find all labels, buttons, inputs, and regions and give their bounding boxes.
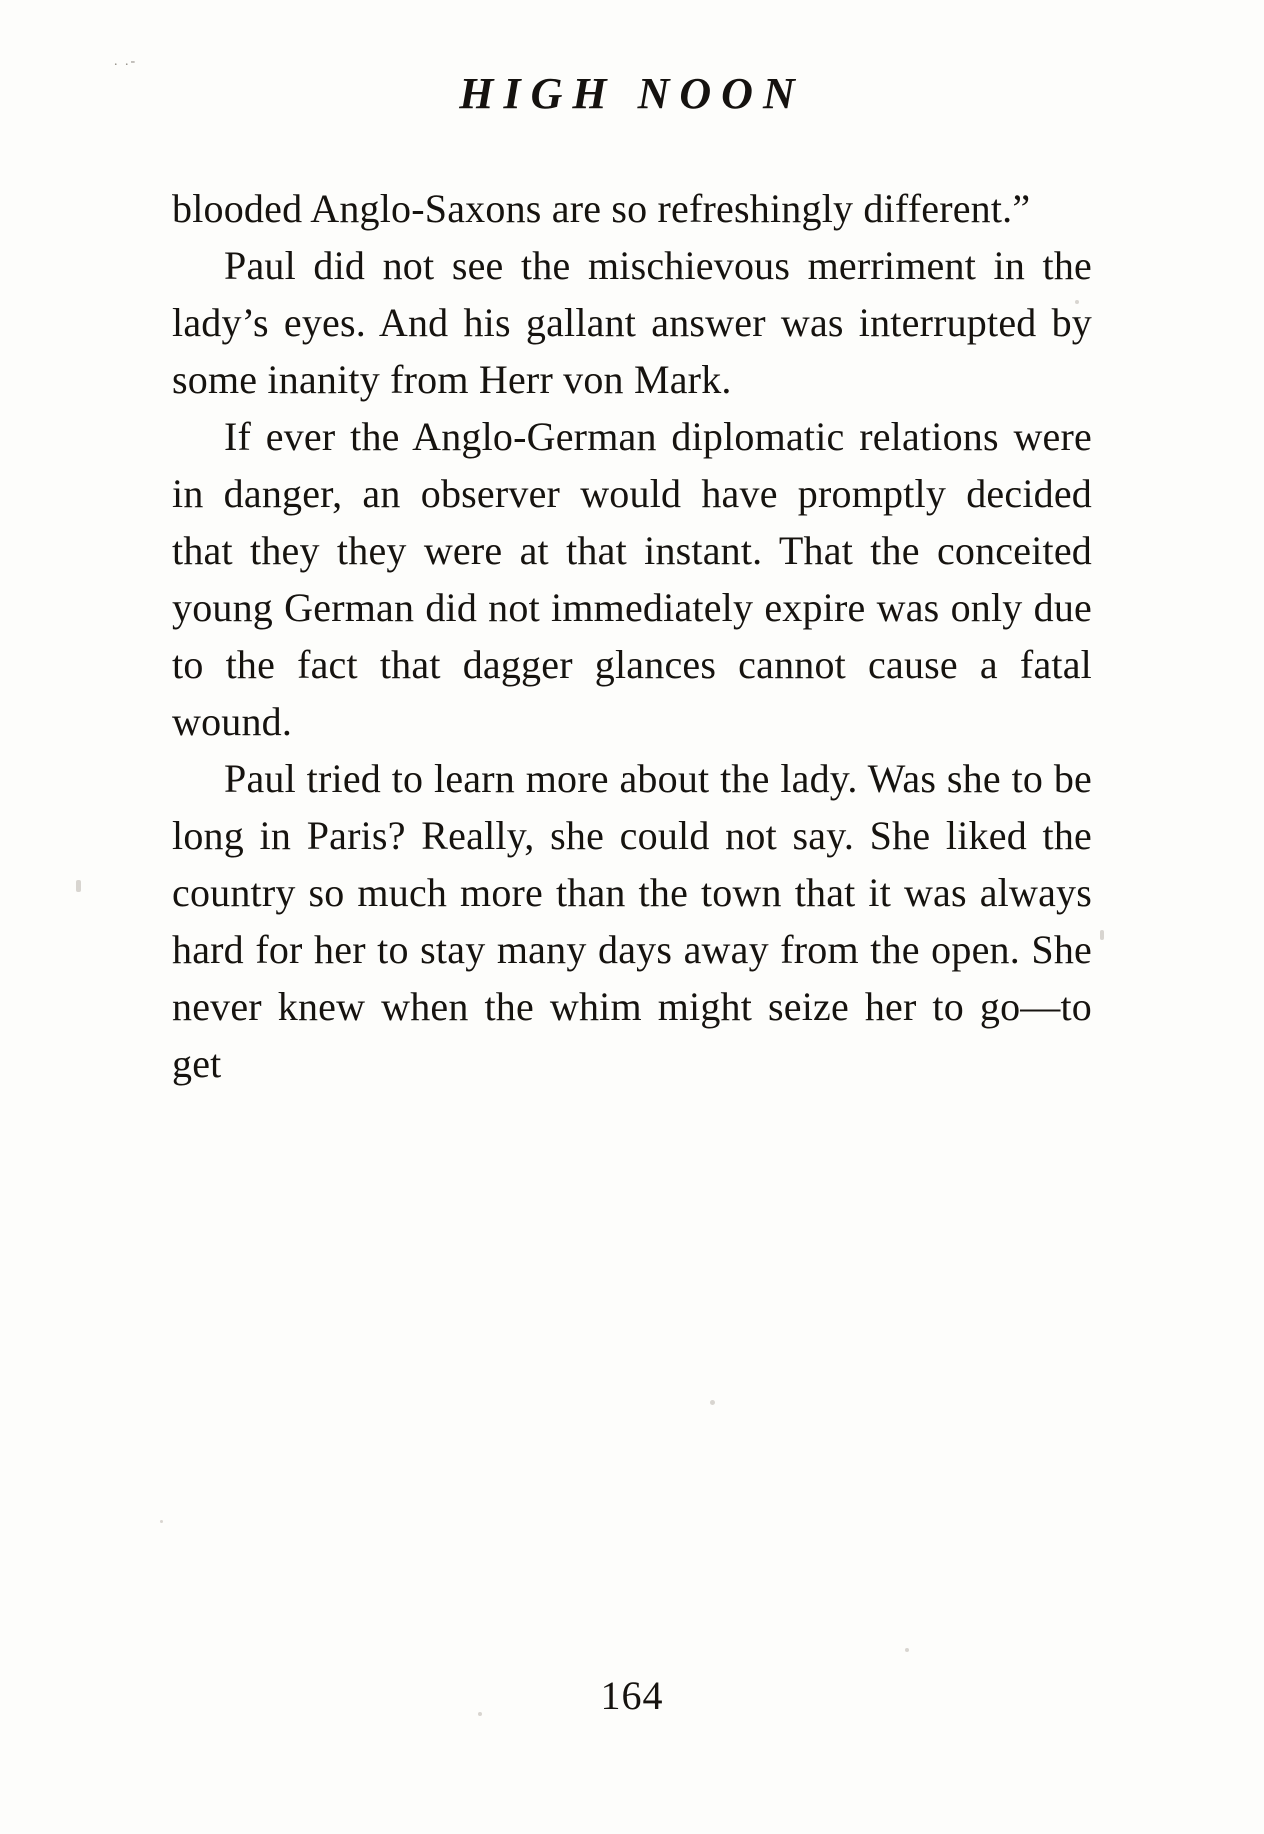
paper-speck: [1100, 930, 1104, 940]
body-text: [172, 180, 1092, 1092]
paper-speck: [710, 1400, 715, 1405]
paragraph: Paul tried to learn more about the lady. Was she to be long in Paris? Really, she could not say. She liked the country so much more than the town that it was always hard for her to stay many days away from the open. She never knew when the whim might seize her to go—to get: [172, 756, 1092, 1086]
paragraph: Paul did not see the mischievous merriment in the lady’s eyes. And his gallant answer was interrupted by some inanity from Herr von Mark.: [172, 243, 1092, 402]
paragraph: If ever the Anglo-German diplomatic relations were in danger, an observer would have promptly decided that they they were at that instant. That the conceited young German did not immediately expire was only due to the fact that dagger glances cannot cause a fatal wound.: [172, 414, 1092, 744]
running-head: HIGH NOON: [459, 69, 805, 118]
paper-speck: [160, 1520, 163, 1523]
paper-speck: [76, 880, 81, 892]
page-number: 164: [600, 1673, 664, 1718]
paragraph: blooded Anglo-Saxons are so refreshingly different.”: [172, 186, 1031, 231]
paper-speck: [905, 1648, 909, 1652]
corner-smudge-mark: . .-: [114, 54, 138, 69]
